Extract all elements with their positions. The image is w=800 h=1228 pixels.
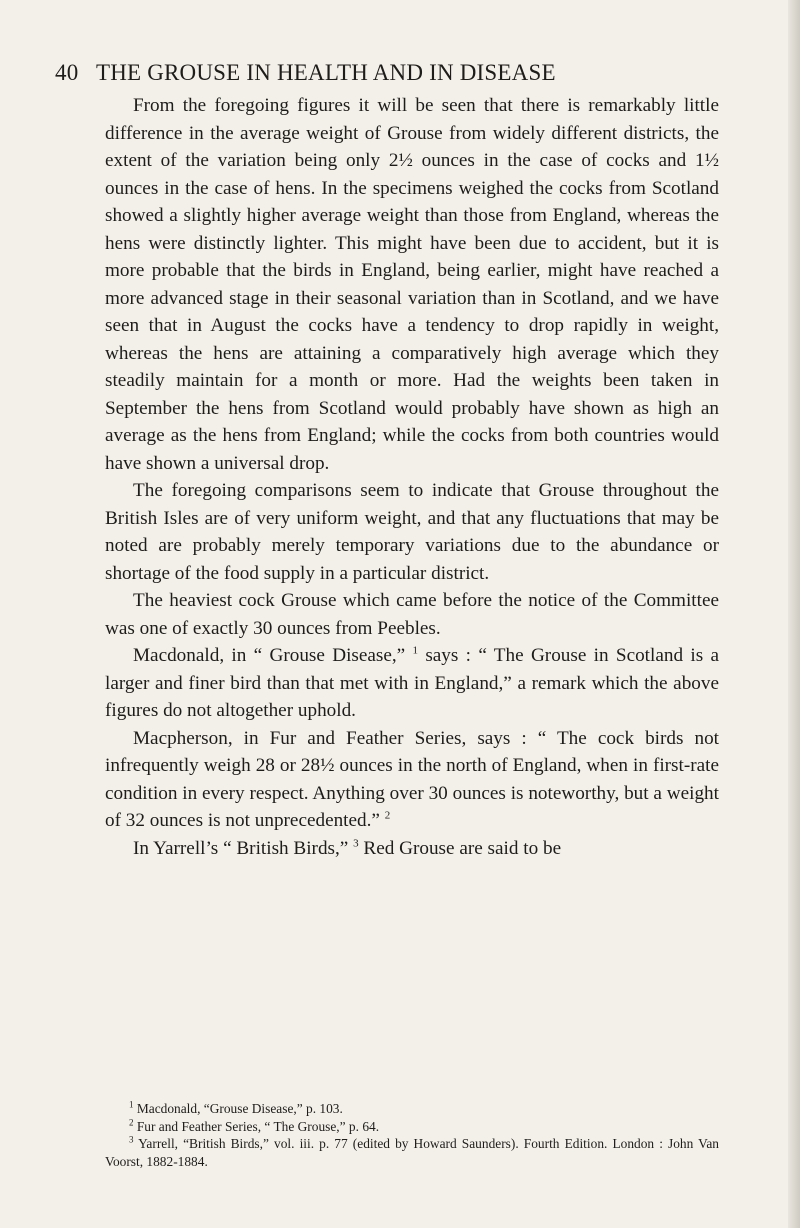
paragraph-4-text-a: Macdonald, in “ Grouse Disease,” — [133, 645, 413, 666]
footnote-text-3: Yarrell, “British Birds,” vol. iii. p. 77 (edited by Howard Saunders). Fourth Edition. London : John Van Voorst, 1882-1884. — [105, 1136, 719, 1169]
running-title: THE GROUSE IN HEALTH AND IN DISEASE — [95, 60, 556, 85]
footnote-text-2: Fur and Feather Series, “ The Grouse,” p. 64. — [133, 1118, 380, 1134]
footnote-ref-1: 1 — [412, 644, 419, 657]
footnote-text-1: Macdonald, “Grouse Disease,” p. 103. — [133, 1101, 343, 1116]
paragraph-6 — [105, 835, 719, 863]
page-number: 40 — [55, 60, 79, 85]
paragraph-5-text: Macpherson, in Fur and Feather Series, says : “ The cock birds not infrequently weigh 28 or 28½ ounces in the north of England, when in first-rate condition in every respect. Anything over 30 ounces is noteworthy, but a weight of 32 ounces is not unprecedented.” — [105, 727, 719, 831]
footnote-1 — [105, 1100, 719, 1118]
paragraph-4 — [105, 642, 719, 725]
body-text — [105, 92, 719, 862]
paragraph-6-text-b: Red Grouse are said to be — [358, 837, 562, 859]
paragraph-6-text-a: In Yarrell’s “ British Birds,” — [133, 837, 354, 859]
paragraph-5 — [105, 725, 719, 835]
footnote-3 — [105, 1135, 719, 1170]
running-header — [55, 60, 715, 86]
page-edge-shadow — [788, 0, 800, 1228]
paragraph-1: From the foregoing figures it will be seen that there is remarkably little difference in the average weight of Grouse from widely different districts, the extent of the variation being only 2½ ounces in the case of cocks and 1½ ounces in the case of hens. In the specimens weighed the cocks from Scotland showed a slightly higher average weight than those from England, whereas the hens were distinctly lighter. This might have been due to accident, but it is more probable that the birds in England, being earlier, might have reached a more advanced stage in their seasonal variation than in Scotland, and we have seen that in August the cocks have a tendency to drop rapidly in weight, whereas the hens are attaining a comparatively high average which they steadily maintain for a month or more. Had the weights been taken in September the hens from Scotland would probably have shown as high an average as the hens from England; while the cocks from both countries would have shown a universal drop. — [105, 95, 719, 474]
footnote-ref-2: 2 — [384, 809, 391, 822]
paragraph-2: The foregoing comparisons seem to indicate that Grouse throughout the British Isles are of very uniform weight, and that any fluctuations that may be noted are probably merely temporary variations due to the abundance or shortage of the food supply in a particular district. — [105, 480, 719, 584]
footnote-marker-3: 3 — [129, 1134, 134, 1145]
footnote-marker-1: 1 — [129, 1099, 134, 1110]
footnotes — [105, 1100, 719, 1170]
footnote-marker-2: 2 — [129, 1117, 134, 1128]
footnote-2 — [105, 1118, 719, 1136]
paragraph-4-text-b: says : “ The Grouse in Scotland is a larger and finer bird than that met with in England,” a remark which the above figures do not altogether uphold. — [105, 645, 719, 721]
paragraph-3: The heaviest cock Grouse which came before the notice of the Committee was one of exactly 30 ounces from Peebles. — [105, 590, 719, 639]
footnote-ref-3: 3 — [353, 837, 359, 850]
